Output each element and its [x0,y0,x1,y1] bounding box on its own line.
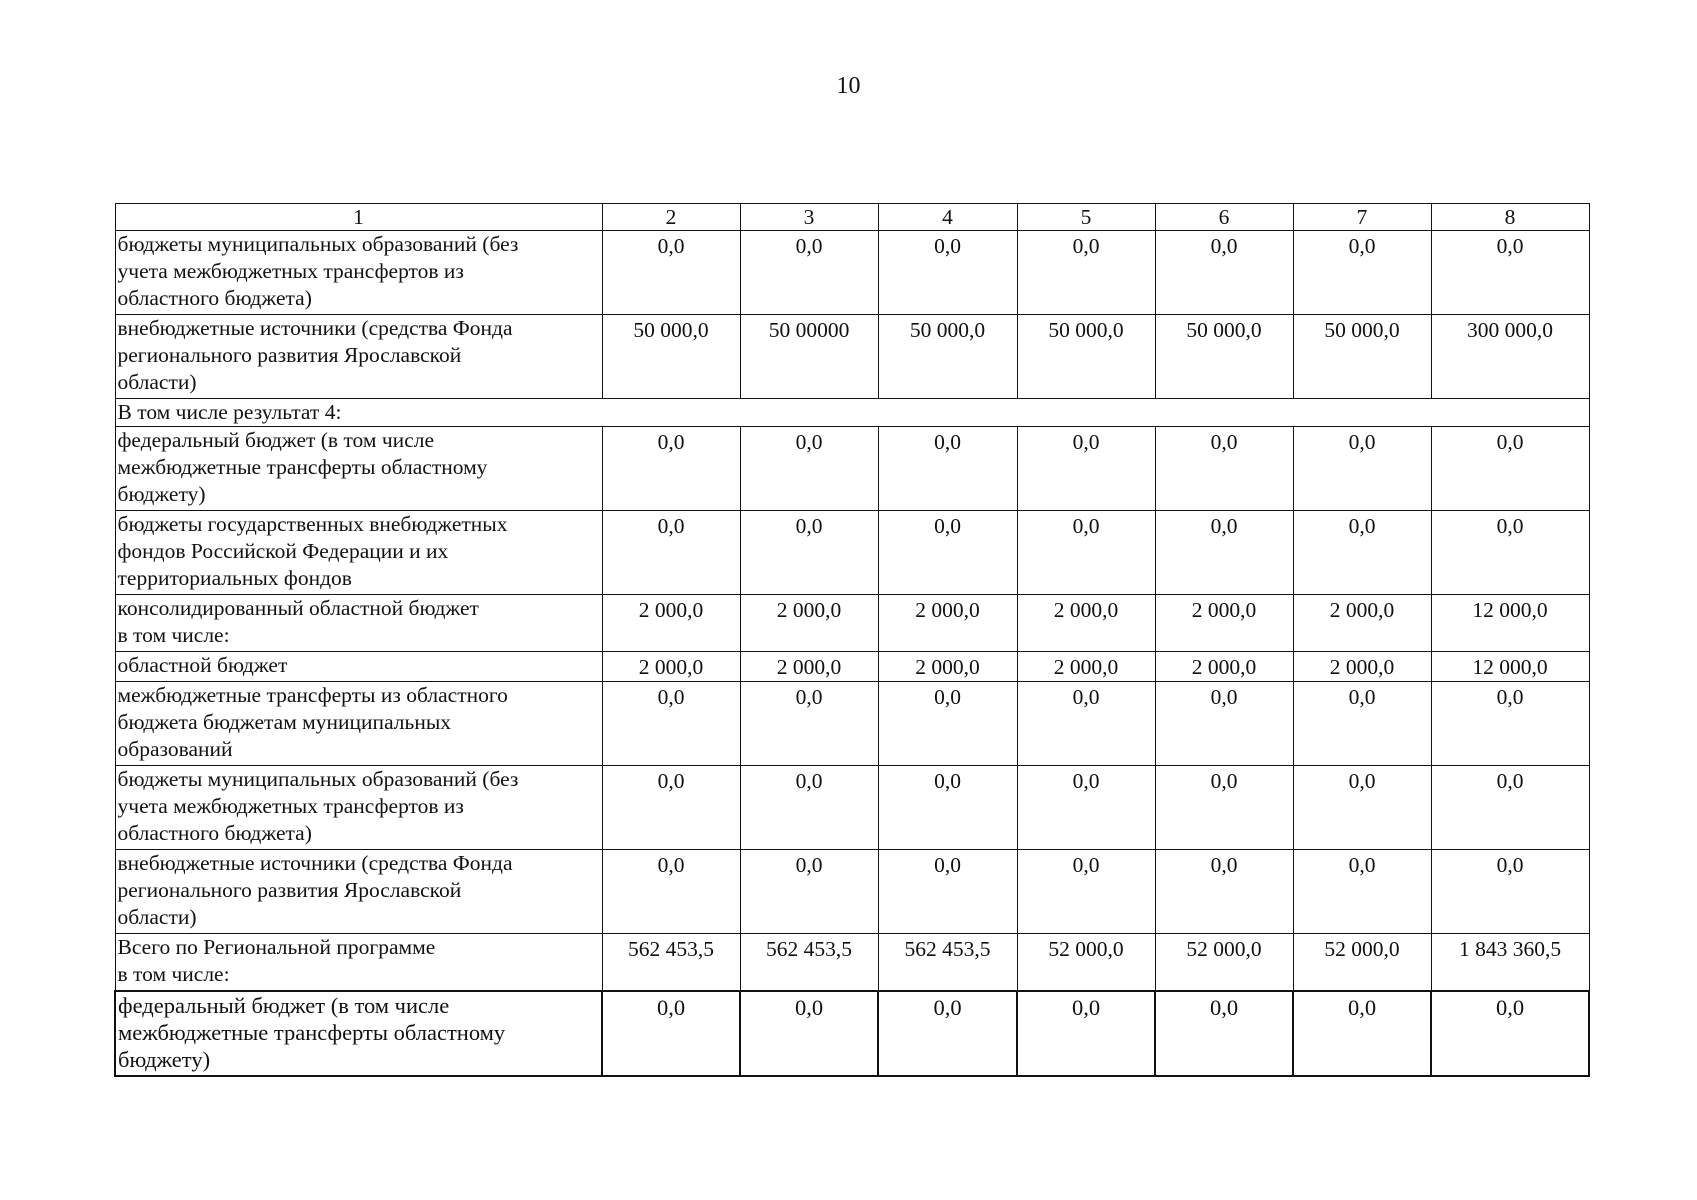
cell-value: 50 000,0 [602,315,740,399]
cell-value: 0,0 [878,850,1017,934]
column-header: 2 [602,204,740,231]
column-header: 4 [878,204,1017,231]
row-label: межбюджетные трансферты из областного бюджета бюджетам муниципальных образований [115,682,602,766]
cell-value: 12 000,0 [1431,652,1589,682]
cell-value: 0,0 [1293,766,1431,850]
cell-value: 12 000,0 [1431,595,1589,652]
cell-value: 0,0 [1017,682,1155,766]
cell-value: 0,0 [1155,682,1293,766]
cell-value: 50 000,0 [1017,315,1155,399]
page-number: 10 [836,73,861,99]
row-label: внебюджетные источники (средства Фонда регионального развития Ярославской области) [115,850,602,934]
cell-value: 52 000,0 [1293,934,1431,992]
row-label: федеральный бюджет (в том числе межбюджетные трансферты областному бюджету) [115,427,602,511]
table-row [115,766,1589,850]
cell-value: 0,0 [740,682,878,766]
cell-value: 300 000,0 [1431,315,1589,399]
cell-value: 0,0 [1017,511,1155,595]
cell-value: 52 000,0 [1155,934,1293,992]
cell-value: 2 000,0 [602,595,740,652]
cell-value: 0,0 [1431,231,1589,315]
row-label: федеральный бюджет (в том числе межбюджетные трансферты областному бюджету) [115,991,602,1076]
cell-value: 52 000,0 [1017,934,1155,992]
cell-value: 0,0 [1017,850,1155,934]
cell-value: 0,0 [1431,991,1589,1076]
cell-value: 0,0 [740,427,878,511]
cell-value: 2 000,0 [878,652,1017,682]
cell-value: 0,0 [878,682,1017,766]
cell-value: 50 000,0 [1155,315,1293,399]
cell-value: 0,0 [1155,511,1293,595]
header-row [115,204,1589,231]
table-row [115,682,1589,766]
cell-value: 0,0 [878,427,1017,511]
column-header: 5 [1017,204,1155,231]
table-row [115,991,1589,1076]
row-label: бюджеты муниципальных образований (без учета межбюджетных трансфертов из областного бюджета) [115,766,602,850]
cell-value: 0,0 [1155,427,1293,511]
column-header: 7 [1293,204,1431,231]
budget-table [114,203,1590,1077]
row-label: бюджеты государственных внебюджетных фондов Российской Федерации и их территориальных фондов [115,511,602,595]
cell-value: 0,0 [1293,991,1431,1076]
cell-value: 0,0 [740,511,878,595]
cell-value: 2 000,0 [1017,595,1155,652]
cell-value: 0,0 [1431,427,1589,511]
cell-value: 0,0 [1155,766,1293,850]
cell-value: 50 000,0 [878,315,1017,399]
cell-value: 562 453,5 [740,934,878,992]
cell-value: 50 000,0 [1293,315,1431,399]
cell-value: 0,0 [602,511,740,595]
cell-value: 0,0 [1293,682,1431,766]
cell-value: 2 000,0 [1293,652,1431,682]
table-row [115,315,1589,399]
table-row [115,427,1589,511]
cell-value: 0,0 [1431,511,1589,595]
cell-value: 0,0 [1155,231,1293,315]
cell-value: 0,0 [1431,766,1589,850]
cell-value: 0,0 [602,991,740,1076]
cell-value: 562 453,5 [602,934,740,992]
cell-value: 50 00000 [740,315,878,399]
cell-value: 562 453,5 [878,934,1017,992]
cell-value: 0,0 [1017,766,1155,850]
cell-value: 1 843 360,5 [1431,934,1589,992]
cell-value: 0,0 [602,850,740,934]
cell-value: 0,0 [602,682,740,766]
row-label: внебюджетные источники (средства Фонда регионального развития Ярославской области) [115,315,602,399]
section-label: В том числе результат 4: [115,399,1589,427]
cell-value: 0,0 [740,231,878,315]
cell-value: 2 000,0 [740,595,878,652]
cell-value: 2 000,0 [878,595,1017,652]
table-row [115,231,1589,315]
cell-value: 0,0 [1155,850,1293,934]
column-header: 8 [1431,204,1589,231]
cell-value: 0,0 [602,766,740,850]
column-header: 1 [115,204,602,231]
cell-value: 2 000,0 [1017,652,1155,682]
cell-value: 0,0 [602,231,740,315]
cell-value: 2 000,0 [1155,595,1293,652]
table-row [115,511,1589,595]
row-label: Всего по Региональной программе в том числе: [115,934,602,992]
cell-value: 0,0 [878,231,1017,315]
column-header: 3 [740,204,878,231]
cell-value: 0,0 [878,766,1017,850]
cell-value: 2 000,0 [1155,652,1293,682]
table-row [115,850,1589,934]
row-label: консолидированный областной бюджет в том числе: [115,595,602,652]
table-row [115,595,1589,652]
cell-value: 0,0 [1017,427,1155,511]
cell-value: 0,0 [1293,511,1431,595]
cell-value: 0,0 [1293,231,1431,315]
cell-value: 0,0 [740,850,878,934]
cell-value: 0,0 [878,991,1017,1076]
cell-value: 0,0 [1431,850,1589,934]
table-row [115,934,1589,992]
table-row [115,652,1589,682]
cell-value: 0,0 [1017,991,1155,1076]
cell-value: 0,0 [1017,231,1155,315]
cell-value: 0,0 [1293,850,1431,934]
cell-value: 0,0 [1293,427,1431,511]
cell-value: 2 000,0 [1293,595,1431,652]
cell-value: 0,0 [740,991,878,1076]
cell-value: 0,0 [602,427,740,511]
cell-value: 2 000,0 [740,652,878,682]
row-label: бюджеты муниципальных образований (без учета межбюджетных трансфертов из областного бюджета) [115,231,602,315]
section-row [115,399,1589,427]
cell-value: 0,0 [1155,991,1293,1076]
cell-value: 0,0 [878,511,1017,595]
cell-value: 0,0 [740,766,878,850]
column-header: 6 [1155,204,1293,231]
row-label: областной бюджет [115,652,602,682]
cell-value: 0,0 [1431,682,1589,766]
cell-value: 2 000,0 [602,652,740,682]
